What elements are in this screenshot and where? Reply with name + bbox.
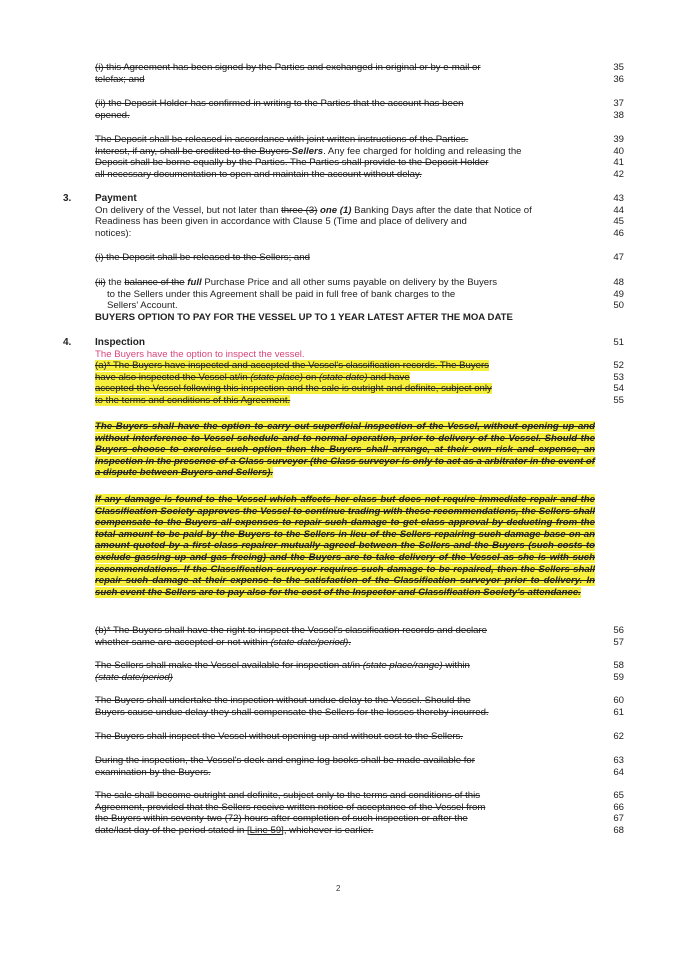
line-number: 44 [613,204,624,216]
rider-text: If any damage is found to the Vessel which affects her class but does not require immediate repair and the Classification Society approves the Vessel to continue trading with these recommendations, the Sellers shall compensate to the Buyers all expenses to repair such damage to get class approval by deducting from the total amount to be paid by the Buyers to the Sellers in lieu of the Sellers repairing such damage base on an amount quoted by a first class repairer mutually agreed between the Sellers and the Buyers (such costs to exclude gassing up and gas freeing) and the Buyers are to take delivery of the Vessel as she is with such recommendations. If the Classification surveyor requires such damage to be repaired, then the Sellers shall repair such damage at their expense to the satisfaction of the Classification surveyor prior to delivery. In such event the Sellers are to pay also for the cost of the Inspector and Classification Society's attendance. [95,494,595,598]
text-line: examination by the Buyers. [95,766,211,778]
inspection-option-b [95,625,567,648]
rider-option-paragraph [95,421,595,479]
line-numbers [600,277,624,312]
line-number: 57 [613,636,624,648]
placeholder-text: (state place) [250,371,303,383]
text-fragment: Banking Days after the date that Notice of [351,204,532,216]
payment-item-ii [95,277,567,323]
inspection-availability [95,660,567,683]
text-fragment: On delivery of the Vessel, but not later than [95,204,282,216]
page-number: 2 [336,884,341,893]
line-number: 59 [613,671,624,683]
line-number: 51 [613,337,624,348]
line-numbers [600,660,624,683]
line-number: 63 [613,755,624,766]
text-fragment: have also inspected the Vessel at/in [95,371,251,383]
clause-heading: Payment [95,193,137,204]
line-number: 62 [613,731,624,742]
inspection-delay [95,695,567,718]
placeholder-text: (state place/range) [362,660,443,671]
line-number: 53 [613,371,624,383]
rider-damage-paragraph [95,494,595,598]
line-number: 42 [613,168,624,180]
text-line: to the Sellers under this Agreement shall be paid in full free of bank charges to the [107,288,456,300]
text-line: Buyers cause undue delay they shall compensate the Sellers for the losses thereby incurred. [95,706,489,718]
text-line: accepted the Vessel following this inspection and the sale is outright and definite, subject only [95,383,492,395]
text-fragment: . Any fee charged for holding and releasing the [323,145,522,157]
text-line: During the inspection, the Vessel's deck and engine log books shall be made available for [95,755,475,766]
text-line: (i) the Deposit shall be released to the Sellers; and [95,252,310,263]
text-fragment: . [348,636,351,648]
text-fragment: The Sellers shall make the Vessel available for inspection at/in [95,660,363,671]
line-numbers [600,98,624,121]
text-line: telefax; and [95,73,145,85]
placeholder-text: (state date) [319,371,368,383]
placeholder-text: (state date/period) [95,671,173,683]
line-number: 37 [613,98,624,109]
text-line: opened. [95,109,130,121]
text-line: to the terms and conditions of this Agreement. [95,394,291,406]
line-number: 50 [613,300,624,312]
line-number: 67 [613,813,624,825]
text-line: notices): [95,227,132,239]
inserted-text: full [184,277,202,288]
text-fragment: within [442,660,470,671]
line-numbers [600,134,624,180]
line-number: 36 [613,73,624,85]
text-line: all necessary documentation to open and maintain the account without delay. [95,168,422,180]
line-reference: [Line 59] [247,824,284,836]
text-line: (ii) the Deposit Holder has confirmed in writing to the Parties that the account has been [95,98,464,109]
text-line: (b)* The Buyers shall have the right to inspect the Vessel's classification records and declare [95,625,488,636]
inspection-no-opening [95,731,567,743]
line-number: 65 [613,790,624,801]
inspection-log-books [95,755,567,778]
text-line: (i) this Agreement has been signed by the Parties and exchanged in original or by e-mail or [95,62,481,73]
line-numbers [600,62,624,85]
line-number: 39 [613,134,624,145]
line-numbers [600,755,624,778]
line-number: 56 [613,625,624,636]
line-number: 60 [613,695,624,706]
line-number: 48 [613,277,624,288]
line-number: 45 [613,216,624,228]
text-line: The Buyers shall inspect the Vessel without opening up and without cost to the Sellers. [95,731,463,742]
text-line: Sellers' Account. [107,300,178,312]
line-numbers [600,695,624,718]
payment-item-i [95,252,567,264]
line-number: 38 [613,109,624,121]
rider-text: The Buyers shall have the option to carry out superficial inspection of the Vessel, without opening up and without interference to Vessel schedule and to normal operation, prior to delivery of the Vessel. Should the Buyers choose to exercise such option then the Buyers shall arrange, at their own risk and expense, an inspection in the presence of a Class surveyor (the Class surveyor is only to act as a arbitrator in the event of a dispute between Buyers and Sellers). [95,421,595,479]
clause-number: 3. [63,193,72,204]
line-number: 68 [613,824,624,836]
line-numbers [600,193,624,239]
text-fragment: , whichever is earlier. [283,824,374,836]
line-number: 55 [613,394,624,406]
line-numbers [600,252,624,264]
line-numbers [600,360,624,406]
line-numbers [600,790,624,836]
line-number: 54 [613,383,624,395]
text-fragment: date/last day of the period stated in [95,824,248,836]
line-number: 66 [613,801,624,813]
line-number: 43 [613,193,624,204]
placeholder-text: (state date/period) [270,636,349,648]
text-line: Interest, if any, shall be credited to the Buyers [95,145,292,157]
text-line: The Buyers shall undertake the inspection without undue delay to the Vessel. Should the [95,695,471,706]
inserted-note: The Buyers have the option to inspect the vessel. [95,348,305,360]
clause-number: 4. [63,337,72,348]
buyers-option-caps: BUYERS OPTION TO PAY FOR THE VESSEL UP TO 1 YEAR LATEST AFTER THE MOA DATE [95,311,513,323]
line-numbers [600,337,624,349]
clause-heading: Inspection [95,337,146,348]
line-numbers [600,731,624,743]
inserted-text: Sellers [291,145,324,157]
line-number: 64 [613,766,624,778]
text-fragment: on [303,371,320,383]
deposit-condition-i [95,62,567,85]
line-number: 52 [613,360,624,371]
line-number: 61 [613,706,624,718]
inspection-option-a [95,360,567,406]
clause-inspection [95,337,567,360]
text-line: the Buyers within seventy-two (72) hours after completion of such inspection or after the [95,813,468,825]
deleted-text: three (3) [281,204,318,216]
line-number: 35 [613,62,624,73]
line-number: 46 [613,227,624,239]
text-line: Agreement, provided that the Sellers receive written notice of acceptance of the Vessel from [95,801,486,813]
line-number: 40 [613,145,624,157]
inserted-text: one (1) [317,204,352,216]
line-number: 58 [613,660,624,671]
line-number: 41 [613,157,624,169]
clause-payment [95,193,567,239]
text-fragment: the [105,277,125,288]
text-line: (a)* The Buyers have inspected and accepted the Vessel's classification records. The Buyers [95,360,489,371]
deleted-text: balance of the [124,277,185,288]
deposit-release-paragraph [95,134,567,180]
text-line: Readiness has been given in accordance with Clause 5 (Time and place of delivery and [95,216,467,228]
text-line: Deposit shall be borne equally by the Parties. The Parties shall provide to the Deposit Holder [95,157,489,169]
sale-outright-paragraph [95,790,567,836]
text-fragment: Purchase Price and all other sums payable on delivery by the Buyers [201,277,498,288]
line-number: 49 [613,288,624,300]
deposit-condition-ii [95,98,567,121]
line-numbers [600,625,624,648]
deleted-text: (ii) [95,277,106,288]
line-number: 47 [613,252,624,263]
text-line: The Deposit shall be released in accordance with joint written instructions of the Parties. [95,134,469,145]
text-line: The sale shall become outright and definite, subject only to the terms and conditions of this [95,790,481,801]
text-fragment: whether same are accepted or not within [95,636,271,648]
text-fragment: and have [367,371,410,383]
